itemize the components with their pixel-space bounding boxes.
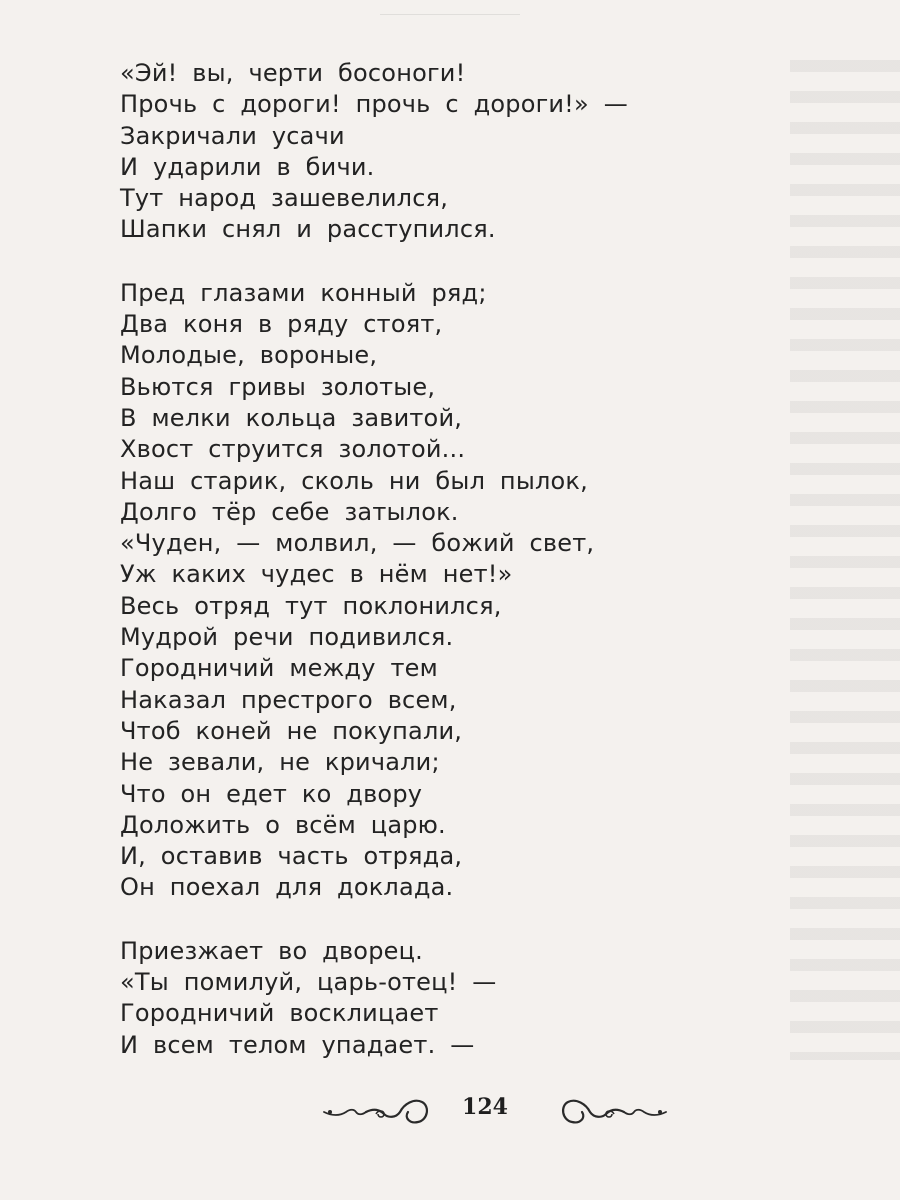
page-number: 124: [462, 1094, 508, 1120]
poem-line: И ударили в бичи.: [120, 152, 375, 181]
poem-line: Уж каких чудес в нём нет!»: [120, 560, 513, 589]
poem-line: Что он едет ко двору: [120, 779, 423, 808]
poem-body: [120, 58, 800, 1061]
stanza-3: [120, 936, 800, 1061]
poem-line: И всем телом упадает. —: [120, 1030, 475, 1059]
stanza-2: [120, 278, 800, 904]
poem-line: Он поехал для доклада.: [120, 873, 454, 902]
poem-line: «Эй! вы, черти босоноги!: [120, 59, 466, 87]
reverse-page-bleed: [790, 60, 900, 1060]
poem-line: Чтоб коней не покупали,: [120, 716, 463, 745]
poem-line: «Чуден, — молвил, — божий свет,: [120, 529, 595, 558]
poem-line: Мудрой речи подивился.: [120, 623, 454, 652]
poem-line: Прочь с дороги! прочь с дороги!» —: [120, 90, 628, 119]
poem-line: Хвост струится золотой...: [120, 435, 466, 464]
poem-line: Шапки снял и расступился.: [120, 215, 496, 244]
poem-line: Городничий восклицает: [120, 999, 439, 1028]
flourish-left-icon: [322, 1090, 442, 1130]
poem-line: Два коня в ряду стоят,: [120, 310, 443, 339]
poem-line: Наш старик, сколь ни был пылок,: [120, 466, 588, 495]
poem-line: Вьются гривы золотые,: [120, 372, 436, 401]
poem-line: Закричали усачи: [120, 121, 345, 150]
stanza-1: [120, 58, 800, 246]
poem-line: Не зевали, не кричали;: [120, 748, 440, 777]
page-footer: [0, 1086, 900, 1134]
poem-line: Молодые, вороные,: [120, 341, 378, 370]
poem-line: «Ты помилуй, царь-отец! —: [120, 968, 497, 997]
poem-line: Тут народ зашевелился,: [120, 184, 449, 213]
poem-line: Городничий между тем: [120, 654, 438, 683]
poem-line: Доложить о всём царю.: [120, 810, 446, 839]
poem-line: Наказал престрого всем,: [120, 685, 457, 714]
poem-line: И, оставив часть отряда,: [120, 842, 463, 871]
poem-line: Весь отряд тут поклонился,: [120, 591, 502, 620]
poem-line: Долго тёр себе затылок.: [120, 497, 459, 526]
top-edge-shadow: [380, 14, 520, 15]
flourish-right-icon: [548, 1090, 668, 1130]
poem-line: Приезжает во дворец.: [120, 936, 423, 965]
poem-line: Пред глазами конный ряд;: [120, 278, 487, 307]
poem-line: В мелки кольца завитой,: [120, 403, 463, 432]
